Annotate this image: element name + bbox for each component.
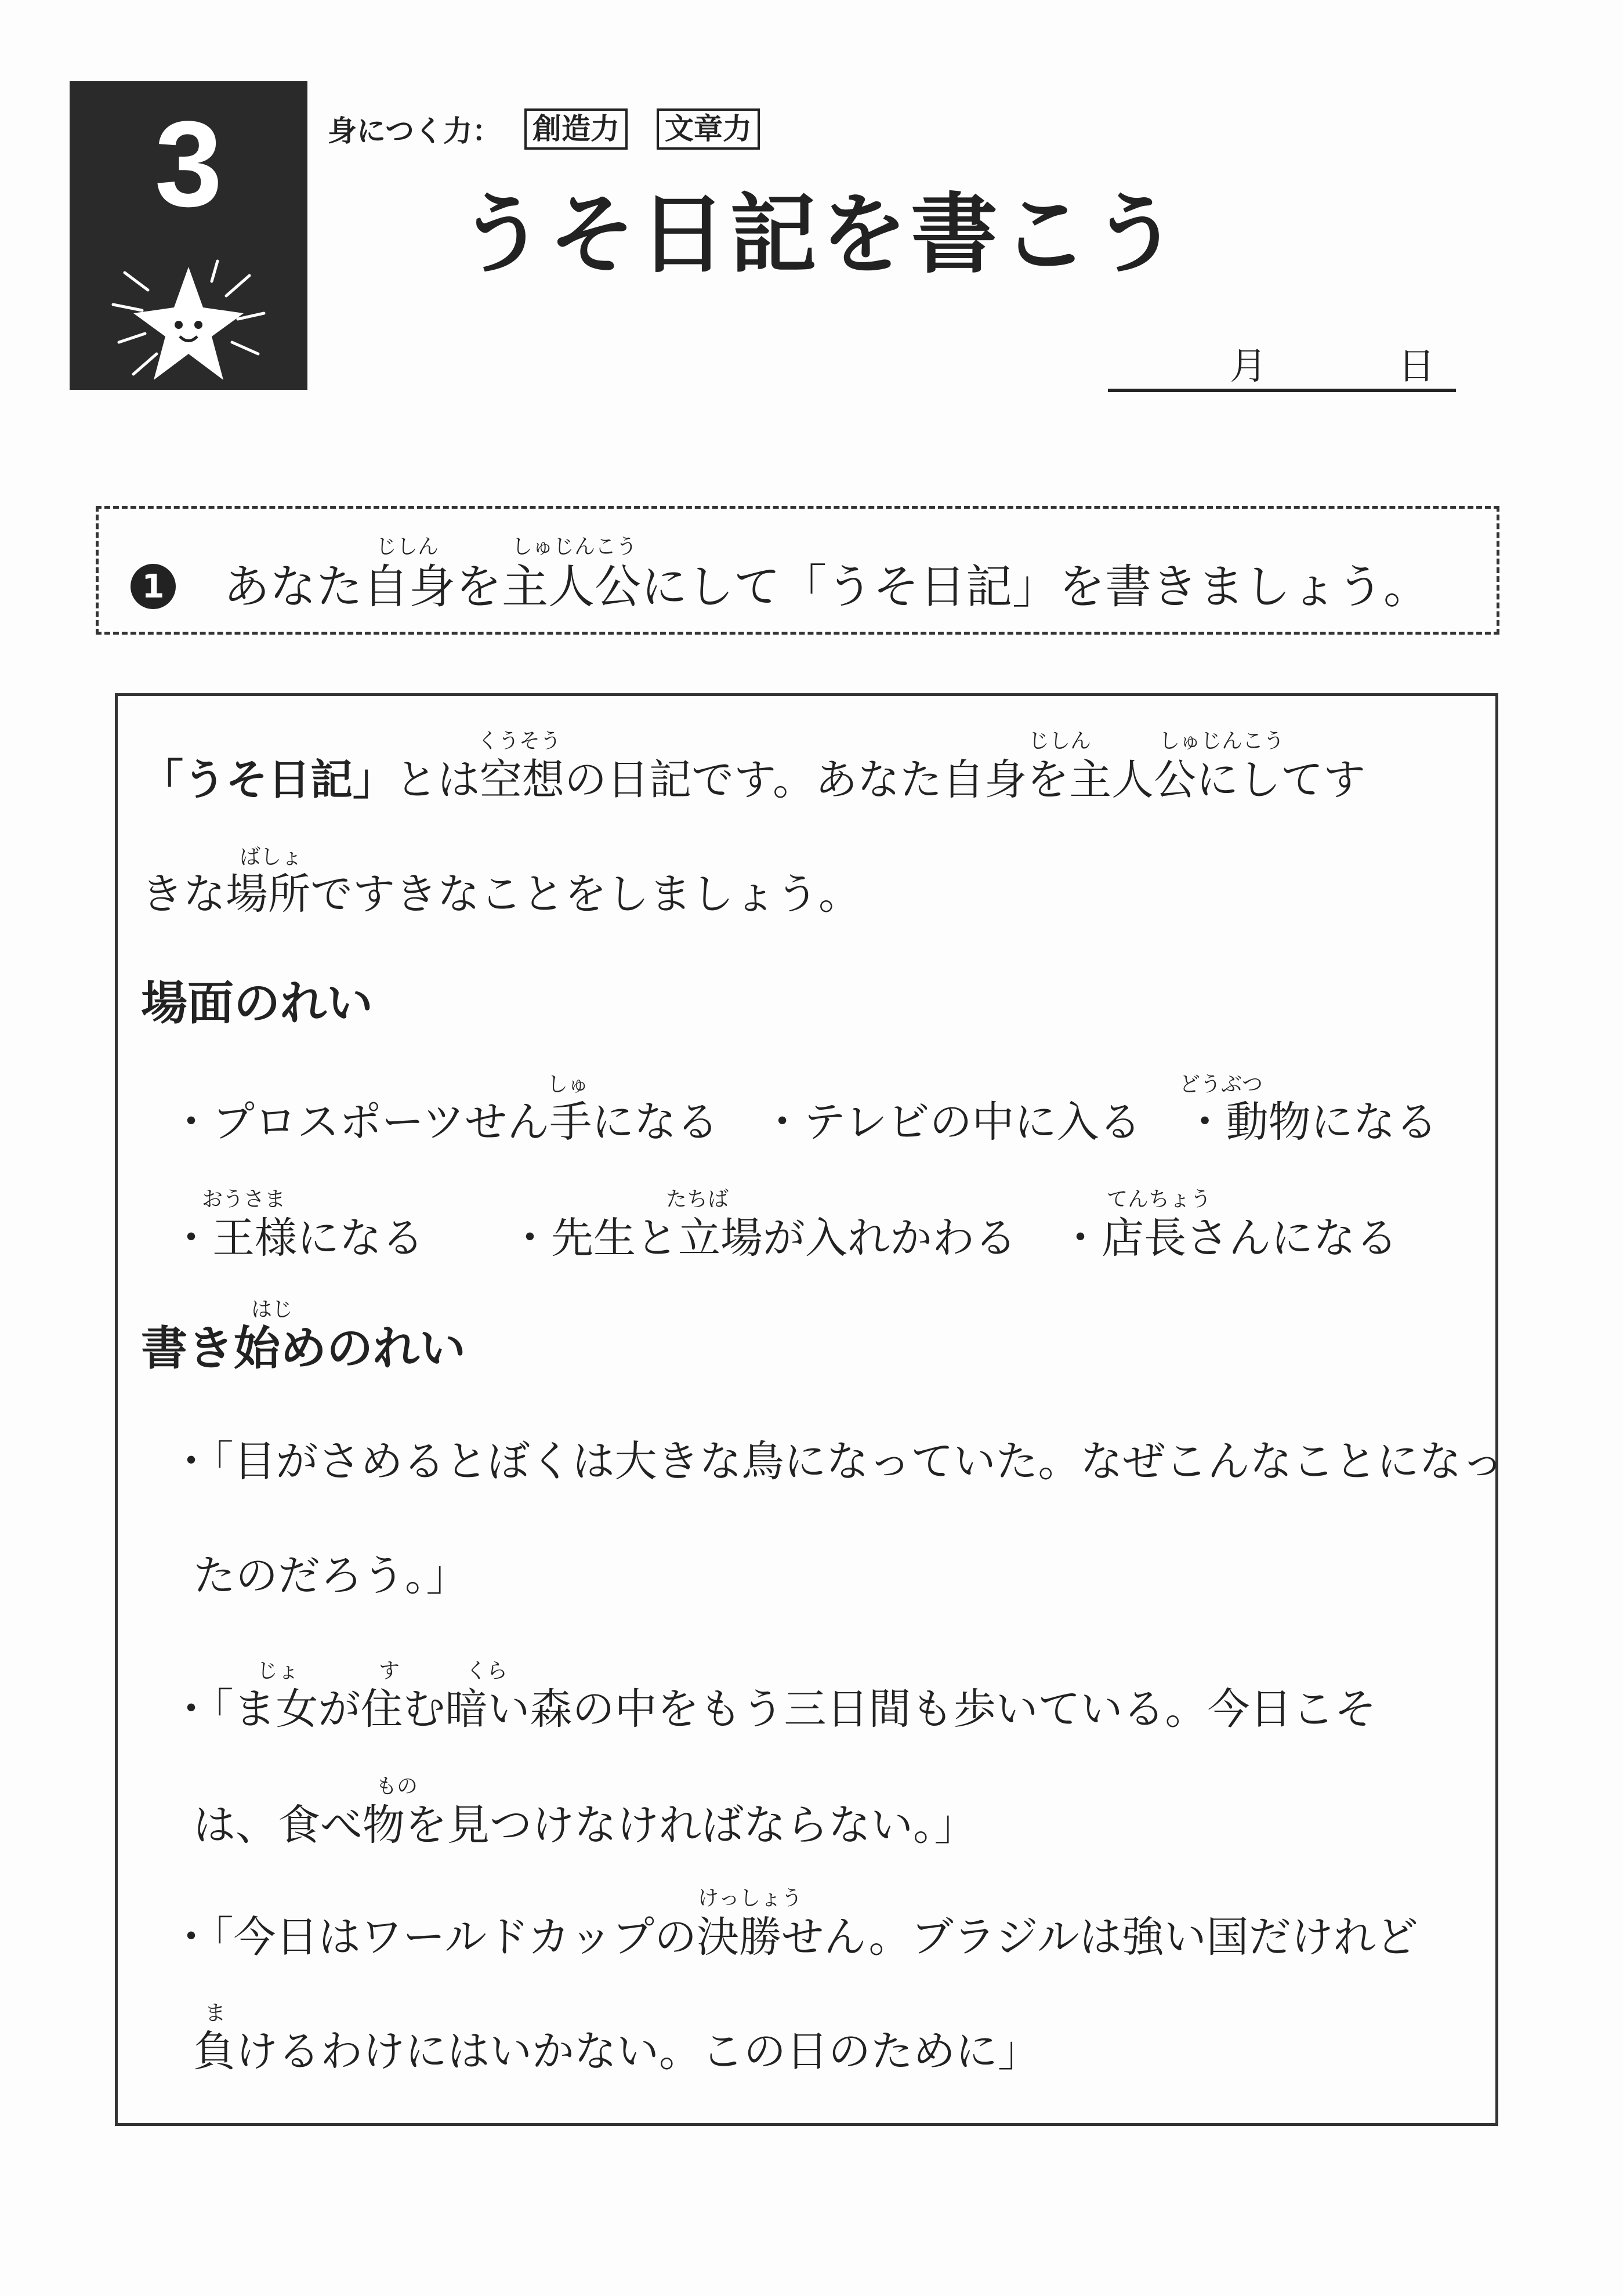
- scene-examples-heading: 場面のれい: [141, 976, 373, 1030]
- opening-examples-heading: 書き始めのれい: [141, 1321, 466, 1375]
- ruby-jo: じょ: [257, 1659, 299, 1683]
- ruby-jishin-2: じしん: [1028, 729, 1092, 753]
- intro-line-2: きな場所ですきなことをしましょう。: [141, 870, 861, 919]
- task-instruction-box: [96, 506, 1499, 635]
- opening-example-1-line-2: たのだろう。」: [193, 1551, 469, 1600]
- task-number-icon: 1: [131, 564, 176, 609]
- scene-examples-row-1: ・プロスポーツせん手になる ・テレビの中に入る ・動物になる: [170, 1098, 1438, 1147]
- ruby-tachiba: たちば: [666, 1187, 729, 1211]
- intro-term: 「うそ日記」: [141, 755, 395, 805]
- ruby-kura: くら: [466, 1659, 508, 1683]
- ruby-ma: ま: [205, 2001, 226, 2025]
- ruby-jishin: じしん: [376, 535, 439, 559]
- skill-tag-writing: 文章力: [657, 108, 760, 150]
- opening-example-3-line-1: ・「今日はワールドカップの決勝せん。ブラジルは強い国だけれど: [170, 1913, 1418, 1962]
- lesson-number-badge: [70, 81, 307, 390]
- ruby-kesshou: けっしょう: [698, 1886, 803, 1910]
- opening-example-2-line-2: は、食べ物を見つけなければならない。」: [193, 1801, 977, 1850]
- scene-examples-row-2: ・王様になる ・先生と立場が入れかわる ・店長さんになる: [170, 1214, 1398, 1263]
- ruby-kuusou: くうそう: [477, 729, 561, 753]
- page-title: うそ日記を書こう: [458, 184, 1183, 285]
- ruby-basho: ばしょ: [240, 845, 303, 869]
- skills-row: [328, 106, 789, 152]
- content-box: [115, 693, 1504, 2126]
- ruby-shujinkou: しゅじんこう: [512, 535, 637, 559]
- skills-label: 身につく力：: [328, 114, 501, 148]
- ruby-su: す: [379, 1659, 400, 1683]
- ruby-tenchou: てんちょう: [1107, 1187, 1212, 1211]
- ruby-doubutsu: どうぶつ: [1179, 1073, 1263, 1096]
- date-field[interactable]: [1108, 336, 1456, 392]
- intro-line-1-text: とは空想の日記です。あなた自身を主人公にしてす: [395, 755, 1366, 805]
- ruby-shujinkou-2: しゅじんこう: [1159, 729, 1285, 753]
- opening-example-2-line-1: ・「ま女が住む暗い森の中をもう三日間も歩いている。今日こそ: [170, 1685, 1377, 1734]
- ruby-haji: はじ: [251, 1298, 294, 1321]
- skill-tag-creativity: 創造力: [524, 108, 628, 150]
- lesson-number: 3: [154, 96, 223, 232]
- task-instruction-text: あなた自身を主人公にして「うそ日記」を書きましょう。: [223, 560, 1430, 614]
- ruby-ousama: おうさま: [202, 1187, 286, 1211]
- star-face-icon: [102, 249, 276, 389]
- ruby-mono: もの: [376, 1774, 418, 1798]
- intro-line-1: [141, 755, 1366, 805]
- date-month-label: 月: [1230, 345, 1267, 388]
- ruby-shu: しゅ: [547, 1073, 589, 1096]
- opening-example-1-line-1: ・「目がさめるとぼくは大きな鳥になっていた。なぜこんなことになっ: [170, 1437, 1504, 1486]
- opening-example-3-line-2: 負けるわけにはいかない。この日のために」: [193, 2027, 1040, 2076]
- date-day-label: 日: [1398, 345, 1435, 388]
